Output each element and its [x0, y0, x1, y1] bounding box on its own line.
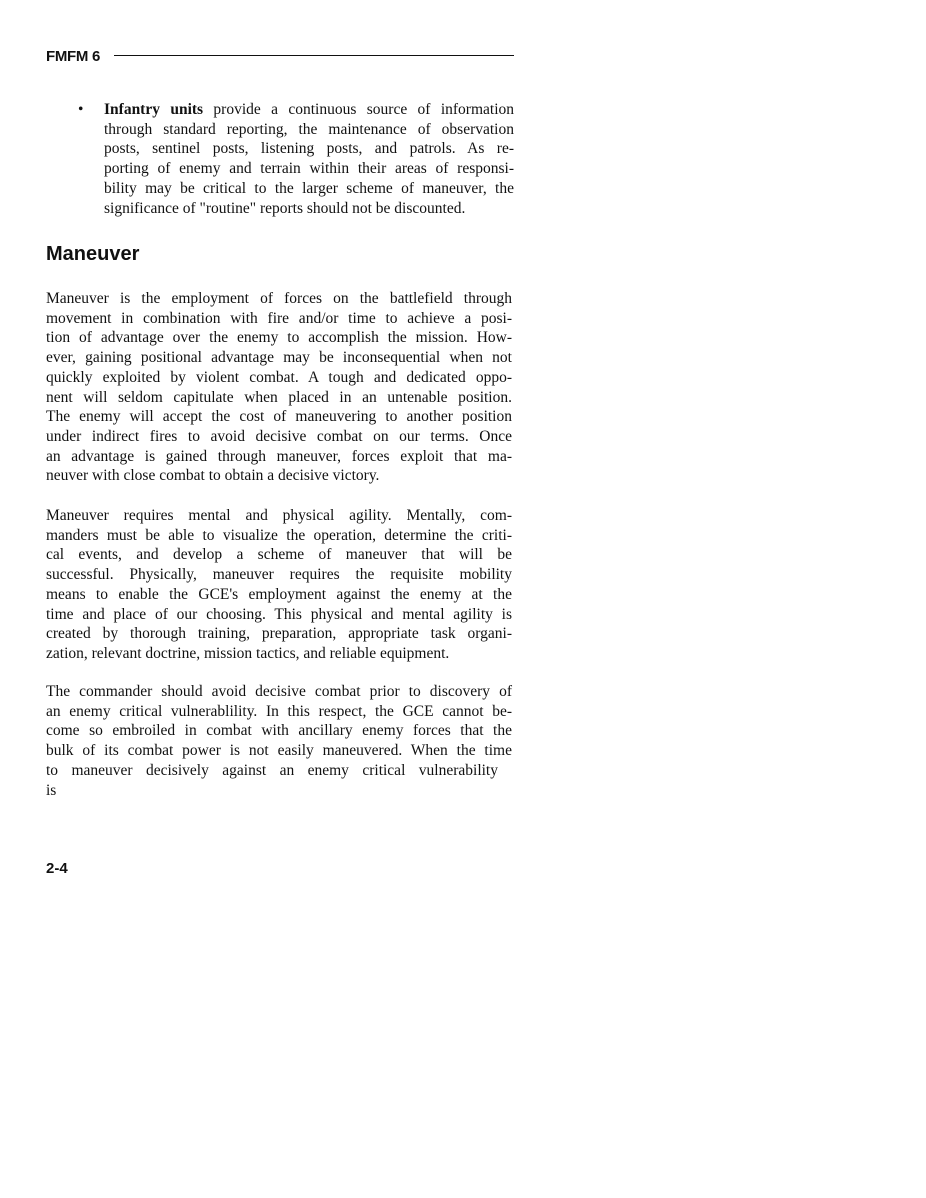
bullet-line: porting of enemy and terrain within their areas of responsi- — [104, 160, 514, 178]
paragraph-line: ever, gaining positional advantage may be inconsequential when not — [46, 349, 512, 367]
paragraph-line: Maneuver requires mental and physical agility. Mentally, com- — [46, 507, 512, 524]
paragraph-line: Maneuver is the employment of forces on the battlefield through — [46, 290, 512, 307]
paragraph-3 — [46, 682, 512, 800]
paragraph-line: zation, relevant doctrine, mission tactics, and reliable equipment. — [46, 644, 450, 662]
paragraph-line: tion of advantage over the enemy to accomplish the mission. How- — [46, 329, 512, 347]
bullet-icon: • — [78, 101, 84, 118]
paragraph-line: manders must be able to visualize the operation, determine the criti- — [46, 526, 512, 544]
running-header — [46, 46, 514, 68]
paragraph-line: under indirect fires to avoid decisive combat on our terms. Once — [46, 427, 512, 445]
section-heading-maneuver: Maneuver — [46, 243, 140, 265]
paragraph-line: is — [46, 781, 57, 799]
page-number: 2-4 — [46, 860, 68, 877]
paragraph-line: an advantage is gained through maneuver, forces exploit that ma- — [46, 447, 512, 465]
paragraph-line: successful. Physically, maneuver requires the requisite mobility — [46, 566, 512, 584]
bullet-line: through standard reporting, the maintenance of observation — [104, 120, 514, 138]
paragraph-line: means to enable the GCE's employment against the enemy at the — [46, 585, 512, 603]
bullet-text — [104, 100, 514, 218]
paragraph-line: neuver with close combat to obtain a decisive victory. — [46, 467, 380, 485]
bullet-line: posts, sentinel posts, listening posts, and patrols. As re- — [104, 140, 514, 158]
paragraph-line: time and place of our choosing. This physical and mental agility is — [46, 605, 512, 623]
paragraph-line: quickly exploited by violent combat. A tough and dedicated oppo- — [46, 368, 512, 386]
paragraph-1 — [46, 289, 512, 486]
paragraph-line: The enemy will accept the cost of maneuvering to another position — [46, 408, 512, 426]
bullet-line — [104, 100, 514, 120]
paragraph-line: cal events, and develop a scheme of maneuver that will be — [46, 546, 512, 564]
bullet-item-infantry-units — [78, 100, 514, 218]
bullet-lead: Infantry units — [104, 101, 204, 118]
bullet-line-text: provide a continuous source of information — [203, 101, 515, 118]
bullet-line: significance of "routine" reports should not be discounted. — [104, 199, 466, 217]
paragraph-line: to maneuver decisively against an enemy critical vulnerability — [46, 761, 498, 779]
paragraph-line: created by thorough training, preparation, appropriate task organi- — [46, 625, 512, 643]
header-rule — [114, 55, 514, 56]
header-title: FMFM 6 — [46, 48, 101, 65]
paragraph-line: nent will seldom capitulate when placed in an untenable position. — [46, 388, 512, 406]
paragraph-2 — [46, 506, 512, 664]
bullet-line: bility may be critical to the larger scheme of maneuver, the — [104, 179, 514, 197]
paragraph-line: The commander should avoid decisive combat prior to discovery of — [46, 683, 512, 700]
paragraph-line: an enemy critical vulnerablility. In this respect, the GCE cannot be- — [46, 702, 512, 720]
paragraph-line: bulk of its combat power is not easily maneuvered. When the time — [46, 742, 512, 760]
paragraph-line: come so embroiled in combat with ancillary enemy forces that the — [46, 722, 512, 740]
paragraph-line: movement in combination with fire and/or time to achieve a posi- — [46, 309, 512, 327]
